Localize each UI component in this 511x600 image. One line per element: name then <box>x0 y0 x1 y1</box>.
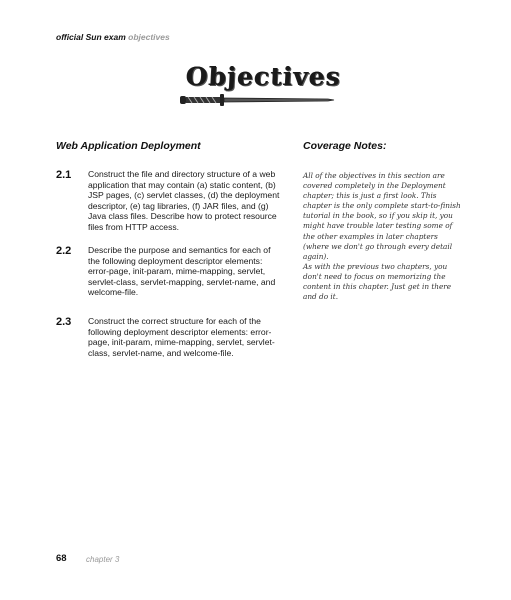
objective-number: 2.1 <box>56 169 72 181</box>
chapter-label: chapter 3 <box>86 555 120 564</box>
objectives-banner <box>178 60 342 110</box>
objective-number: 2.2 <box>56 245 72 257</box>
objective-number: 2.3 <box>56 316 72 328</box>
running-header <box>56 32 170 42</box>
coverage-notes-heading: Coverage Notes: <box>303 140 387 152</box>
coverage-notes-text: All of the objectives in this section are covered completely in the Deployment chapter; this is just a first look. This chapter is the only complete start-to-finish tutorial in the book, so if you skip it, you might have trouble later testing some of the other examples in later chapters (where we don't go through every detail again). As with the previous two chapters, you don't need to focus on memorizing the content in this chapter. Just get in there and do it. <box>303 171 461 302</box>
header-subtitle: objectives <box>128 32 170 42</box>
objective-text: Construct the correct structure for each of the following deployment descriptor elements: error-page, init-param, mime-mapping, servlet, servlet-class, servlet-name, and welcome-file. <box>88 316 275 358</box>
page-number: 68 <box>56 553 67 564</box>
section-heading: Web Application Deployment <box>56 140 201 152</box>
objective-text: Describe the purpose and semantics for each of the following deployment descriptor elements: error-page, init-param, mime-mapping, servlet, servlet-class, servlet-mapping, servlet-name, and welcome-file. <box>88 245 276 298</box>
sword-icon <box>178 90 338 110</box>
banner-title: Objectives <box>185 62 342 91</box>
header-title: official Sun exam <box>56 32 126 42</box>
objective-text: Construct the file and directory structure of a web application that may contain (a) static content, (b) JSP pages, (c) servlet classes, (d) the deployment descriptor, (e) tag libraries, (f) JAR files, and (g) Java class files. Describe how to protect resource files from HTTP access. <box>88 169 280 232</box>
